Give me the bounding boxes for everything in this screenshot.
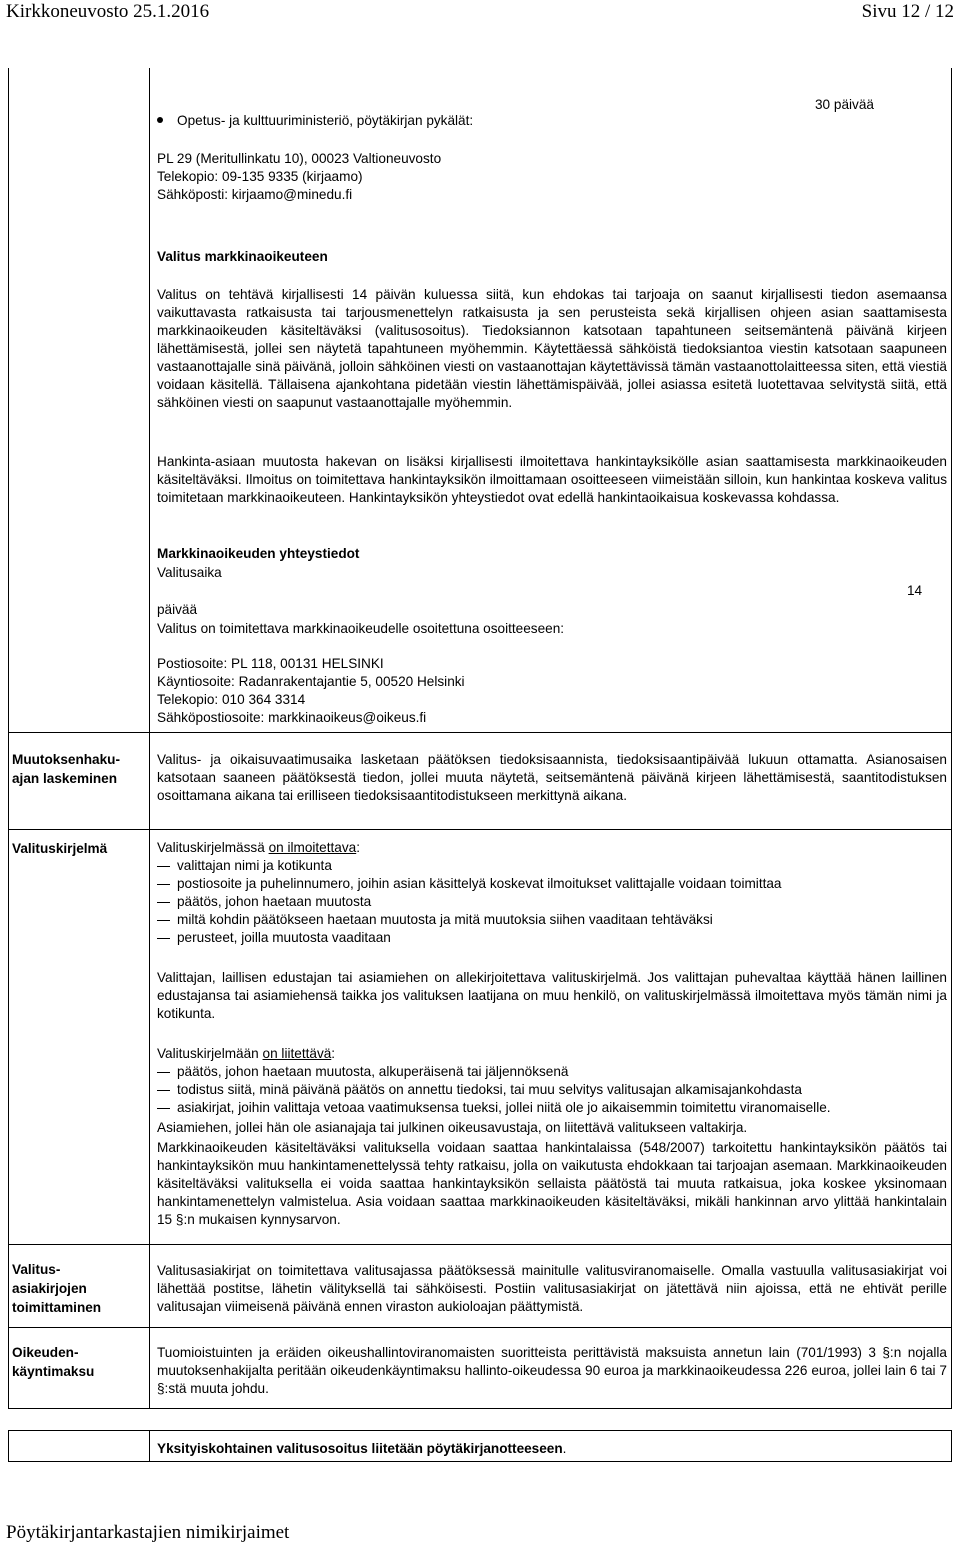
attach-underlined: on liitettävä (262, 1046, 332, 1061)
individual-note-tail: . (562, 1441, 567, 1456)
market-court-para1: Valitus on tehtävä kirjallisesti 14 päivän kuluessa siitä, kun ehdokas tai tarjoaja on saanut kirjallisesti tiedon asemaansa vaikuttavasta ratkaisusta tai tarjousmenettelyn ratkaisusta ja sen perusteista sekä kirjallisen ohjeen asian saattamisesta markkinaoikeuden käsiteltäväksi (valitusosoitus). Tiedoksiannon katsotaan tapahtuneen seitsemäntenä päivänä kirjeen lähettämisestä, jollei sen näytetä tapahtuneen myöhemmin. Käytettäessä sähköistä tiedoksiantoa viestin katsotaan saapuneen vastaanottajalle sinä päivänä, jolloin sähköinen viesti on vastaanottajan käytettävissä tämän vastaanottolaitteessa siten, että viestiä voidaan käsitellä. Tällaisena ajankohtana pidetään viestin lähettämispäivää, jollei asiassa esitetä luotettavaa selvitystä siitä, että sähköinen viesti on saapunut vastaanottajalle myöhemmin. (157, 287, 947, 410)
frame-left-top (8, 68, 9, 732)
delivery-label-line2: asiakirjojen (12, 1281, 87, 1296)
delivery-label-line1: Valitus- (12, 1262, 61, 1277)
appeal-letter-label: Valituskirjelmä (12, 841, 108, 856)
note-box-bottom (8, 1461, 952, 1462)
delivery-label-line3: toimittaminen (12, 1300, 102, 1315)
bullet-icon (157, 117, 163, 123)
page-header-meeting: Kirkkoneuvosto 25.1.2016 (6, 1, 210, 22)
signature-text: Valittajan, laillisen edustajan tai asiamiehen on allekirjoitettava valituskirjelmä. Jos valittajan puhevaltaa käyttää hänen laillinen edustajansa tai asiamiehensä taikka jos valituksen laatijana on muu henkilö, on valituskirjelmässä ilmoitettava myös tämän nimi ja kotikunta. (157, 970, 947, 1021)
list-item: asiakirjat, joihin valittaja vetoaa vaatimuksensa tueksi, jollei niitä ole jo aikaisemmin toimitettu viranomaiselle. (157, 1099, 947, 1117)
attach-prefix: Valituskirjelmään (157, 1046, 263, 1061)
court-fee-label (12, 1343, 146, 1381)
row-divider-delivery (8, 1327, 952, 1328)
intro-underlined: on ilmoitettava (268, 840, 357, 855)
individual-note-bold: Yksityiskohtainen valitusosoitus liitetään pöytäkirjanotteeseen (157, 1441, 563, 1456)
note-box-divider (149, 1430, 150, 1461)
appeal-letter-content (157, 839, 947, 1229)
delivery-label (12, 1260, 146, 1317)
individual-appeal-note (157, 1440, 947, 1458)
intro-suffix: : (356, 840, 360, 855)
ministry-days: 30 päivää (815, 97, 874, 112)
appeal-letter-attach-intro (157, 1045, 947, 1063)
attach-suffix: : (331, 1046, 336, 1061)
time-calc-text: Valitus- ja oikaisuvaatimusaika lasketaan päätöksen tiedoksisaannista, tiedoksisaantipäivää lukuun ottamatta. Asianosaisen katsotaan saaneen päätöksestä tiedon, jollei muuta näytetä, seitsemäntenä päivänä kirjeen lähettämisestä, saantitodistuksen osoittamana aikana tai erilliseen tiedoksisaantitodistukseen merkittynä aikana. (157, 752, 947, 803)
power-of-attorney-text: Asiamiehen, jollei hän ole asianajaja tai julkinen oikeusavustaja, on liitettävä valitukseen valtakirja. (157, 1120, 748, 1135)
note-box-left (8, 1430, 9, 1461)
required-info-list (157, 857, 947, 947)
address-fax: Telekopio: 010 364 3314 (157, 692, 306, 707)
list-item: miltä kohdin päätökseen haetaan muutosta ja mitä muutoksia siihen vaaditaan tehtäväksi (157, 911, 947, 929)
ministry-title: Opetus- ja kulttuuriministeriö, pöytäkirjan pykälät: (177, 113, 474, 128)
ministry-title-row (157, 112, 917, 130)
market-court-para2: Hankinta-asiaan muutosta hakevan on lisäksi kirjallisesti ilmoitettava hankintayksikölle asian saattamisesta markkinaoikeuden käsiteltäväksi. Ilmoitus on toimitettava hankintayksikön ilmoittamaan osoitteeseen viimeistään silloin, kun hankintaa koskeva valitus toimitetaan markkinaoikeuteen. Hankintayksikön yhteystiedot ovat edellä hankintaoikaisua koskevassa kohdassa. (157, 454, 947, 505)
delivery-text: Valitusasiakirjat on toimitettava valitusajassa päätöksessä mainitulle valitusviranomaiselle. Omalla vastuulla valitusasiakirjat voi lähettää postitse, lähetin välityksellä tai sähköisesti. Postiin valitusasiakirjat on jätettävä niin ajoissa, että ne ehtivät perille valitusajan viimeisenä päivänä ennen viraston aukioloajan päättymistä. (157, 1263, 947, 1314)
list-item: postiosoite ja puhelinnumero, joihin asian käsittelyä koskevat ilmoitukset valittajalle voidaan toimittaa (157, 875, 947, 893)
list-item: valittajan nimi ja kotikunta (157, 857, 947, 875)
row-divider-time-calc (8, 829, 952, 830)
attachments-list (157, 1063, 947, 1117)
list-item: perusteet, joilla muutosta vaaditaan (157, 929, 947, 947)
page-number: Sivu 12 / 12 (861, 1, 954, 22)
time-calc-label-line1: Muutoksenhaku- (12, 752, 120, 767)
appeal-time-label: Valitusaika (157, 565, 222, 580)
frame-line-bottom (8, 1408, 952, 1409)
frame-divider-main (149, 732, 150, 1408)
court-fee-label-line2: käyntimaksu (12, 1364, 95, 1379)
frame-left-main (8, 732, 9, 1408)
row-divider-appeal-letter (8, 1244, 952, 1245)
time-calc-label-line2: ajan laskeminen (12, 771, 118, 786)
court-fee-label-line1: Oikeuden- (12, 1345, 79, 1360)
market-court-address (157, 655, 947, 727)
appeal-time-value: 14 (907, 583, 923, 598)
reviewer-initials-label: Pöytäkirjantarkastajien nimikirjaimet (6, 1522, 290, 1543)
court-fee-text: Tuomioistuinten ja eräiden oikeushallintoviranomaisten suoritteista perittävistä maksuista annetun lain (701/1993) 3 §:n nojalla muutoksenhakijalta peritään oikeudenkäyntimaksu hallinto-oikeudessa 90 euroa ja markkinaoikeudessa 226 euroa, jollei lain 6 tai 7 §:stä muuta johdu. (157, 1345, 947, 1396)
address-visiting: Käyntiosoite: Radanrakentajantie 5, 00520 Helsinki (157, 674, 465, 689)
frame-right-main (951, 732, 952, 1408)
address-email: Sähköpostiosoite: markkinaoikeus@oikeus.fi (157, 710, 427, 725)
list-item: päätös, johon haetaan muutosta, alkuperäisenä tai jäljennöksenä (157, 1063, 947, 1081)
note-box-right (951, 1430, 952, 1461)
frame-divider-top (149, 68, 150, 732)
address-postal: Postiosoite: PL 118, 00131 HELSINKI (157, 656, 384, 671)
appeal-time-days: päivää (157, 602, 198, 617)
ministry-email: Sähköposti: kirjaamo@minedu.fi (157, 187, 353, 202)
market-court-heading: Valitus markkinaoikeuteen (157, 249, 328, 264)
address-intro: Valitus on toimitettava markkinaoikeudelle osoitettuna osoitteeseen: (157, 621, 565, 636)
intro-prefix: Valituskirjelmässä (157, 840, 269, 855)
ministry-contact (157, 150, 947, 204)
ministry-fax: Telekopio: 09-135 9335 (kirjaamo) (157, 169, 363, 184)
appeal-letter-intro (157, 839, 947, 857)
frame-right-top (951, 68, 952, 732)
market-court-contact-heading: Markkinaoikeuden yhteystiedot (157, 546, 360, 561)
market-court-scope-text: Markkinaoikeuden käsiteltäväksi valituksella voidaan saattaa hankintalaissa (548/2007) tarkoitettu hankintayksikön päätös tai hankintayksikön muu hankintamenettelyssä tehty ratkaisu, jolla on vaikutusta ehdokkaan tai tarjoajan asemaan. Markkinaoikeuden käsiteltäväksi valituksella ei voida saattaa hankintayksikön sellaista päätöstä tai muuta ratkaisua, joka koskee yksinomaan hankintamenettelyn valmistelua. Asia voidaan saattaa markkinaoikeuden käsiteltäväksi, mikäli hankinnan arvo ylittää hankintalain 15 §:n mukaisen kynnysarvon. (157, 1140, 947, 1227)
time-calc-label (12, 750, 146, 788)
ministry-postal: PL 29 (Meritullinkatu 10), 00023 Valtioneuvosto (157, 151, 442, 166)
list-item: päätös, johon haetaan muutosta (157, 893, 947, 911)
list-item: todistus siitä, minä päivänä päätös on annettu tiedoksi, tai muu selvitys valitusajan alkamisajankohdasta (157, 1081, 947, 1099)
